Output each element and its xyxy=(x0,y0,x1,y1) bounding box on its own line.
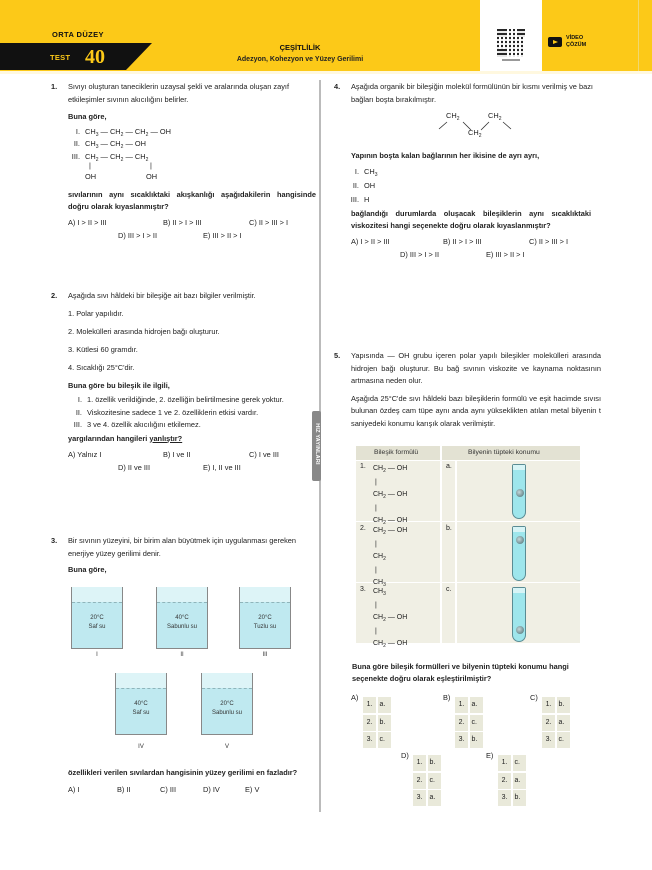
roman-numeral: II. xyxy=(73,139,80,148)
ch2-group: $CH_2$ xyxy=(446,111,460,122)
position-letter: c. xyxy=(428,773,441,789)
structure-diagram xyxy=(433,109,533,145)
roman-numeral: III. xyxy=(73,420,82,429)
option-label: B) xyxy=(443,693,451,702)
compound-number: 1. xyxy=(363,697,376,713)
liquid-name: Saf su xyxy=(132,710,150,716)
fact-item: 4. Sıcaklığı 25°C'dir. xyxy=(68,362,135,372)
question-lead: Buna göre bu bileşik ile ilgili, xyxy=(68,380,170,390)
option-a[interactable]: A) I > II > III xyxy=(351,236,390,246)
option-e[interactable]: E) III > II > I xyxy=(486,249,525,259)
position-letter: b. xyxy=(513,790,526,806)
compound-number: 3. xyxy=(413,790,426,806)
beaker-label xyxy=(157,614,207,632)
position-letter: a. xyxy=(428,790,441,806)
test-tube xyxy=(512,587,526,642)
option-d[interactable]: D) IV xyxy=(203,785,220,794)
roman-numeral: I. xyxy=(75,126,80,136)
liquid-name: Sabunlu su xyxy=(166,624,198,630)
question-text: özellikleri verilen sıvılardan hangisinin yüzey gerilimi en fazladır? xyxy=(68,768,298,777)
options-row-1 xyxy=(68,217,316,230)
question-text: bağlandığı durumlarda oluşacak bileşiklerin aynı sıcaklıktaki viskozitesi hangi seçenekte doğru olarak kıyaslanmıştır? xyxy=(351,208,591,230)
qr-code-icon[interactable] xyxy=(497,29,525,57)
question-number: 3. xyxy=(51,536,58,545)
position-letter: c. xyxy=(378,732,391,748)
question-stem: Aşağıda organik bir bileşiğin molekül formülünün bir kısmı verilmiş ve bazı bağları boşta bırakılmıştır. xyxy=(351,82,593,104)
options-row-1 xyxy=(68,449,318,462)
position-letter: c. xyxy=(513,755,526,771)
formula-branches: | | OH OH xyxy=(66,163,316,189)
beaker-v xyxy=(201,673,253,735)
position-letter: a. xyxy=(470,697,483,713)
group: $CH_3$ xyxy=(364,166,378,178)
beaker-ii xyxy=(156,587,208,649)
page-title: ÇEŞİTLİLİK xyxy=(279,43,321,52)
group-list xyxy=(345,166,591,208)
formula-item xyxy=(66,151,316,164)
page-header xyxy=(0,0,652,71)
roman-numeral: II. xyxy=(352,180,359,190)
compound-number: 1. xyxy=(542,697,555,713)
fact-item: 1. Polar yapılıdır. xyxy=(68,308,124,318)
position-letter: a. xyxy=(557,715,570,731)
beaker-i xyxy=(71,587,123,649)
compound-formula: $CH_2$ — OH | $CH_2$ | $CH_3$ xyxy=(373,527,408,588)
roman-numeral: III. xyxy=(71,151,80,161)
test-label: TEST xyxy=(50,53,71,62)
column-header: Bilyenin tüpteki konumu xyxy=(468,449,540,456)
question-stem: Aşağıda sıvı hâldeki bir bileşiğe ait bazı bilgiler verilmiştir. xyxy=(68,291,256,300)
compound-formula: $CH_3$ | $CH_2$ — OH | $CH_2$ — OH xyxy=(373,588,408,649)
compound-number: 3. xyxy=(455,732,468,748)
table-row xyxy=(356,584,580,649)
compound-number: 3. xyxy=(498,790,511,806)
table-row xyxy=(356,461,580,526)
row-number: 3. xyxy=(360,586,366,593)
question-number: 1. xyxy=(51,82,58,91)
compound-number: 2. xyxy=(363,715,376,731)
oh-group: OH xyxy=(146,172,158,181)
statement-text: Viskozitesine sadece 1 ve 2. özelliklerin etkisi vardır. xyxy=(87,407,259,417)
question-number: 2. xyxy=(51,291,58,300)
test-number: 40 xyxy=(85,46,105,68)
beaker-caption: IV xyxy=(138,744,144,750)
compound-table xyxy=(356,446,580,649)
position-letter: a. xyxy=(446,463,452,470)
beaker-label xyxy=(116,700,166,718)
question-text: Buna göre bileşik formülleri ve bilyenin tüpteki konumu hangi seçenekte doğru olarak eşleştirilmiştir? xyxy=(352,662,569,683)
qr-panel xyxy=(480,0,542,71)
page-subtitle: Adezyon, Kohezyon ve Yüzey Gerilimi xyxy=(236,56,364,63)
question-stem: Sıvıyı oluşturan taneciklerin uzaysal şekli ve aralarında oluşan zayıf etkileşimler sıvının akıcılığını belirler. xyxy=(68,82,290,104)
beaker-label xyxy=(72,614,122,632)
temperature: 20°C xyxy=(258,615,272,621)
beaker-caption: II xyxy=(180,652,184,658)
position-letter: a. xyxy=(378,697,391,713)
position-letter: c. xyxy=(446,586,452,593)
temperature: 20°C xyxy=(220,701,234,707)
statement-list xyxy=(68,394,318,432)
option-c[interactable]: C) I ve III xyxy=(249,450,279,459)
group-item xyxy=(345,194,591,208)
compound-number: 1. xyxy=(498,755,511,771)
test-tube xyxy=(512,464,526,519)
option-e[interactable]: E) I, II ve III xyxy=(203,463,241,472)
temperature: 20°C xyxy=(90,615,104,621)
roman-numeral: I. xyxy=(77,395,82,404)
question-5-ending xyxy=(352,661,592,685)
video-label-line1: VİDEO xyxy=(566,35,584,41)
beaker-iii xyxy=(239,587,291,649)
option-a[interactable]: A) Yalnız I xyxy=(68,450,102,459)
formula-item xyxy=(66,138,316,151)
beaker-iv xyxy=(115,673,167,735)
question-3-ending xyxy=(68,767,316,797)
position-letter: a. xyxy=(513,773,526,789)
test-tube xyxy=(512,526,526,581)
option-label: C) xyxy=(530,693,538,702)
option-label: E) xyxy=(486,751,494,760)
row-number: 2. xyxy=(360,525,366,532)
position-letter: b. xyxy=(446,525,452,532)
option-c[interactable]: C) II > III > I xyxy=(529,236,569,246)
option-e[interactable]: E) V xyxy=(245,785,260,794)
option-label: A) xyxy=(351,693,359,702)
group: OH xyxy=(364,180,376,190)
difficulty-level: ORTA DÜZEY xyxy=(52,30,104,39)
option-b[interactable]: B) II > I > III xyxy=(163,218,202,227)
option-b[interactable]: B) II xyxy=(117,785,131,794)
formula-item xyxy=(66,126,316,139)
question-4-body xyxy=(351,150,591,262)
compound-number: 2. xyxy=(413,773,426,789)
beaker-caption: V xyxy=(224,744,229,750)
metal-ball xyxy=(516,536,524,544)
oh-group: OH xyxy=(85,172,97,181)
group-item xyxy=(345,180,591,194)
option-c[interactable]: C) III xyxy=(160,785,177,794)
options-row-1 xyxy=(351,236,591,249)
roman-numeral: I. xyxy=(354,166,359,176)
fact-item: 3. Kütlesi 60 gramdır. xyxy=(68,344,138,354)
group-item xyxy=(345,166,591,180)
question-text: sıvılarının aynı sıcaklıktaki akışkanlığı aşağıdakilerin hangisinde doğru olarak kıyaslanmıştır? xyxy=(68,190,316,211)
question-text xyxy=(68,433,318,446)
metal-ball xyxy=(516,626,524,634)
question-stem-2: Aşağıda 25°C'de sıvı hâldeki bazı bileşiklerin formülü ve eşit hacimde sıvısı bulunan özdeş cam tüpe aynı anda aynı yükseklikten atılan metal bilyenin t saniyedeki konumu karışık olarak verilmiştir. xyxy=(351,393,601,428)
question-lead: Yapının boşta kalan bağlarının her ikisine de ayrı ayrı, xyxy=(351,151,540,160)
beaker-label xyxy=(240,614,290,632)
statement-text: 1. özellik verildiğinde, 2. özelliğin belirtilmesine gerek yoktur. xyxy=(87,395,284,404)
position-letter: b. xyxy=(378,715,391,731)
compound-number: 3. xyxy=(542,732,555,748)
question-stem: Bir sıvının yüzeyini, bir birim alan büyütmek için uygulanması gereken enerjiye yüzey gerilimi denir. xyxy=(68,536,296,558)
metal-ball xyxy=(516,489,524,497)
option-c[interactable]: C) II > III > I xyxy=(249,218,289,227)
statement-text: 3 ve 4. özellik akıcılığını etkilemez. xyxy=(87,420,201,429)
video-label-line2: ÇÖZÜM xyxy=(566,41,587,48)
options-row-2 xyxy=(68,230,316,243)
formula: $CH_3$ — $CH_2$ — $CH_2$ — OH xyxy=(85,126,171,138)
statement-item xyxy=(68,419,318,432)
liquid-name: Tuzlu su xyxy=(253,624,277,630)
ch2-group: $CH_2$ xyxy=(468,128,482,139)
fact-item: 2. Molekülleri arasında hidrojen bağı oluşturur. xyxy=(68,326,220,336)
question-emphasis: yanlıştır? xyxy=(149,433,183,443)
option-a[interactable]: A) I xyxy=(68,785,80,794)
statement-item xyxy=(68,407,318,420)
compound-number: 3. xyxy=(363,732,376,748)
publisher-name: HIZ YAYINLARI xyxy=(314,423,320,465)
position-letter: c. xyxy=(557,732,570,748)
beaker-caption: III xyxy=(262,652,268,658)
temperature: 40°C xyxy=(134,701,148,707)
position-letter: b. xyxy=(470,732,483,748)
statement-item xyxy=(68,394,318,407)
question-number: 4. xyxy=(334,82,341,91)
roman-numeral: II. xyxy=(75,407,82,417)
option-label: D) xyxy=(401,751,409,760)
compound-number: 1. xyxy=(455,697,468,713)
compound-number: 2. xyxy=(455,715,468,731)
options-row-2 xyxy=(351,249,591,262)
formula-list xyxy=(66,126,316,190)
question-lead: Buna göre, xyxy=(68,565,107,574)
options-row xyxy=(68,784,316,797)
ch2-group: $CH_2$ xyxy=(488,111,502,122)
play-icon[interactable] xyxy=(548,37,562,47)
roman-numeral: III. xyxy=(350,194,359,204)
facts-list xyxy=(68,308,318,380)
option-d[interactable]: D) III > I > II xyxy=(118,231,158,240)
option-b[interactable]: B) II > I > III xyxy=(443,236,482,246)
temperature: 40°C xyxy=(175,615,189,621)
column-header: Bileşik formülü xyxy=(374,449,419,456)
compound-formula: $CH_2$ — OH | $CH_2$ — OH | $CH_2$ — OH xyxy=(373,465,408,526)
table-header xyxy=(356,446,580,461)
options-row-2 xyxy=(68,462,318,475)
position-letter: b. xyxy=(428,755,441,771)
position-letter: b. xyxy=(557,697,570,713)
question-number: 5. xyxy=(334,351,341,360)
header-underline xyxy=(0,71,652,74)
option-d[interactable]: D) II ve III xyxy=(118,463,151,472)
group: H xyxy=(364,194,370,204)
liquid-name: Saf su xyxy=(88,624,106,630)
question-stem: Yapısında — OH grubu içeren polar yapılı bileşikler molekülleri arasında hidrojen bağı oluşturur. Bu bağ sıvının viskozite ve kaynama noktasının artmasına neden olur. xyxy=(351,351,601,385)
beaker-caption: I xyxy=(96,652,98,658)
formula: $CH_2$ — $CH_2$ — $CH_2$ xyxy=(85,151,149,163)
table-row xyxy=(356,523,580,588)
qr-caption xyxy=(502,59,520,61)
compound-number: 2. xyxy=(542,715,555,731)
video-label xyxy=(566,35,596,48)
option-d[interactable]: D) III > I > II xyxy=(400,249,440,259)
option-b[interactable]: B) I ve II xyxy=(163,450,191,459)
beaker-label xyxy=(202,700,252,718)
position-letter: c. xyxy=(470,715,483,731)
compound-number: 1. xyxy=(413,755,426,771)
liquid-name: Sabunlu su xyxy=(211,710,243,716)
question-lead: Buna göre, xyxy=(68,112,107,121)
compound-number: 2. xyxy=(498,773,511,789)
header-edge xyxy=(638,0,639,71)
option-e[interactable]: E) III > II > I xyxy=(203,231,242,240)
question-prefix: yargılarından hangileri xyxy=(68,433,150,443)
option-a[interactable]: A) I > II > III xyxy=(68,218,107,227)
formula: $CH_3$ — $CH_2$ — OH xyxy=(85,139,147,150)
row-number: 1. xyxy=(360,463,366,470)
